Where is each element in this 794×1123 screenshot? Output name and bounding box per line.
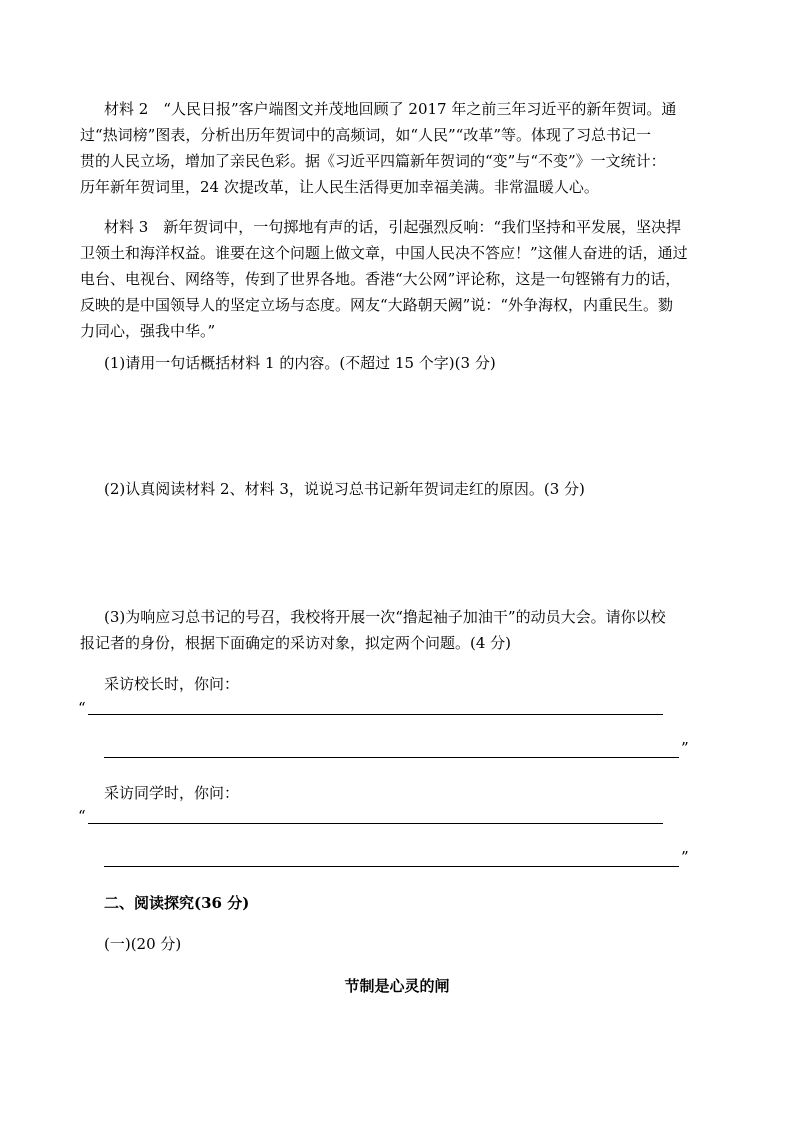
- material-3-line-1: 材料 3 新年贺词中，一句掷地有声的话，引起强烈反响：“我们坚持和平发展，坚决捍: [104, 218, 681, 236]
- material-3-line-5: 力同心，强我中华。”: [80, 322, 216, 340]
- principal-answer-line-2[interactable]: [104, 757, 679, 758]
- section-title: 二、阅读探究(36 分): [104, 894, 250, 912]
- material-3-line-4: 反映的是中国领导人的坚定立场与态度。网友“大路朝天阙”说：“外争海权，内重民生。勠: [80, 296, 674, 314]
- principal-answer-line-1[interactable]: [88, 714, 663, 715]
- student-answer-line-1[interactable]: [88, 823, 663, 824]
- student-open-quote: “: [78, 807, 86, 825]
- principal-prompt: 采访校长时，你问：: [104, 675, 240, 693]
- section-part-label: (一)(20 分): [104, 935, 182, 953]
- question-3-line-1: (3)为响应习总书记的号召，我校将开展一次“撸起袖子加油干”的动员大会。请你以校: [104, 608, 666, 626]
- material-3-line-2: 卫领土和海洋权益。谁要在这个问题上做文章，中国人民决不答应！”这催人奋进的话，通过: [80, 244, 688, 262]
- material-2-line-3: 贯的人民立场，增加了亲民色彩。据《习近平四篇新年贺词的“变”与“不变”》一文统计：: [80, 152, 666, 170]
- material-2-line-1: 材料 2 “人民日报”客户端图文并茂地回顾了 2017 年之前三年习近平的新年贺词。通: [104, 100, 677, 118]
- student-close-quote: ”: [681, 848, 689, 866]
- question-3-line-2: 报记者的身份，根据下面确定的采访对象，拟定两个问题。(4 分): [80, 634, 512, 652]
- article-title: 节制是心灵的闸: [344, 977, 450, 995]
- student-prompt: 采访同学时，你问：: [104, 784, 240, 802]
- question-1: (1)请用一句话概括材料 1 的内容。(不超过 15 个字)(3 分): [104, 354, 496, 372]
- principal-close-quote: ”: [681, 739, 689, 757]
- question-2: (2)认真阅读材料 2、材料 3，说说习总书记新年贺词走红的原因。(3 分): [104, 480, 585, 498]
- material-2-line-4: 历年新年贺词里，24 次提改革，让人民生活得更加幸福美满。非常温暖人心。: [80, 178, 599, 196]
- principal-open-quote: “: [78, 699, 86, 717]
- material-2-line-2: 过“热词榜”图表，分析出历年贺词中的高频词，如“人民”“改革”等。体现了习总书记一: [80, 126, 652, 144]
- student-answer-line-2[interactable]: [104, 866, 679, 867]
- material-3-line-3: 电台、电视台、网络等，传到了世界各地。香港“大公网”评论称，这是一句铿锵有力的话，: [80, 270, 681, 288]
